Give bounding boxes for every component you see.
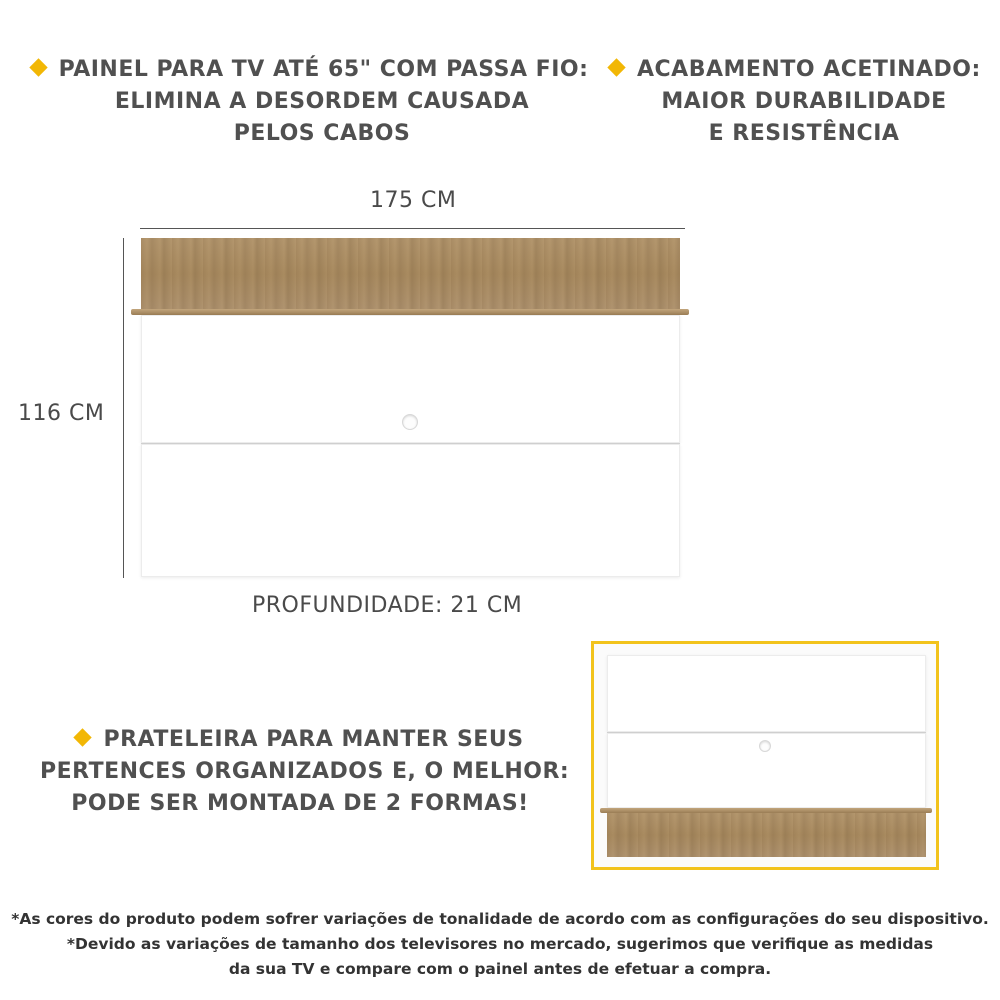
height-dimension-label: 116 CM	[18, 401, 105, 426]
width-dimension-label: 175 CM	[370, 188, 457, 213]
disclaimer-sizes-line-2: da sua TV e compare com o painel antes de efetuar a compra.	[228, 960, 772, 978]
height-dimension-line	[123, 238, 124, 578]
feature-finish-line-2: MAIOR DURABILIDADE	[661, 89, 947, 114]
white-panel-lower	[141, 444, 680, 577]
alt-wood-bottom-panel	[607, 813, 926, 857]
alt-white-panel-upper	[607, 655, 926, 732]
feature-shelf-line-1: PRATELEIRA PARA MANTER SEUS	[103, 727, 524, 752]
feature-finish-line-1: ACABAMENTO ACETINADO:	[637, 57, 981, 82]
diamond-bullet-icon	[29, 58, 47, 76]
cable-pass-hole-icon	[403, 415, 417, 429]
feature-finish-line-3: E RESISTÊNCIA	[708, 121, 900, 146]
width-dimension-line	[140, 228, 685, 229]
diamond-bullet-icon	[607, 58, 625, 76]
feature-panel-line-3: PELOS CABOS	[233, 121, 411, 146]
feature-finish	[610, 54, 980, 150]
feature-shelf-line-3: PODE SER MONTADA DE 2 FORMAS!	[71, 791, 529, 816]
feature-panel-line-2: ELIMINA A DESORDEM CAUSADA	[114, 89, 530, 114]
disclaimer-sizes-line-1: *Devido as variações de tamanho dos televisores no mercado, sugerimos que verifique as medidas	[66, 935, 934, 953]
alternate-mounting-frame	[591, 641, 939, 870]
wood-top-panel	[141, 238, 680, 310]
feature-shelf-line-2: PERTENCES ORGANIZADOS E, O MELHOR:	[40, 759, 570, 784]
alt-cable-pass-hole-icon	[760, 741, 770, 751]
depth-dimension-label: PROFUNDIDADE: 21 CM	[252, 593, 523, 618]
disclaimer-colors: *As cores do produto podem sofrer variações de tonalidade de acordo com as configurações do seu dispositivo.	[11, 910, 989, 928]
feature-panel-line-1: PAINEL PARA TV ATÉ 65" COM PASSA FIO:	[58, 57, 589, 82]
feature-panel	[30, 54, 590, 150]
feature-shelf	[40, 724, 570, 820]
diamond-bullet-icon	[74, 728, 92, 746]
